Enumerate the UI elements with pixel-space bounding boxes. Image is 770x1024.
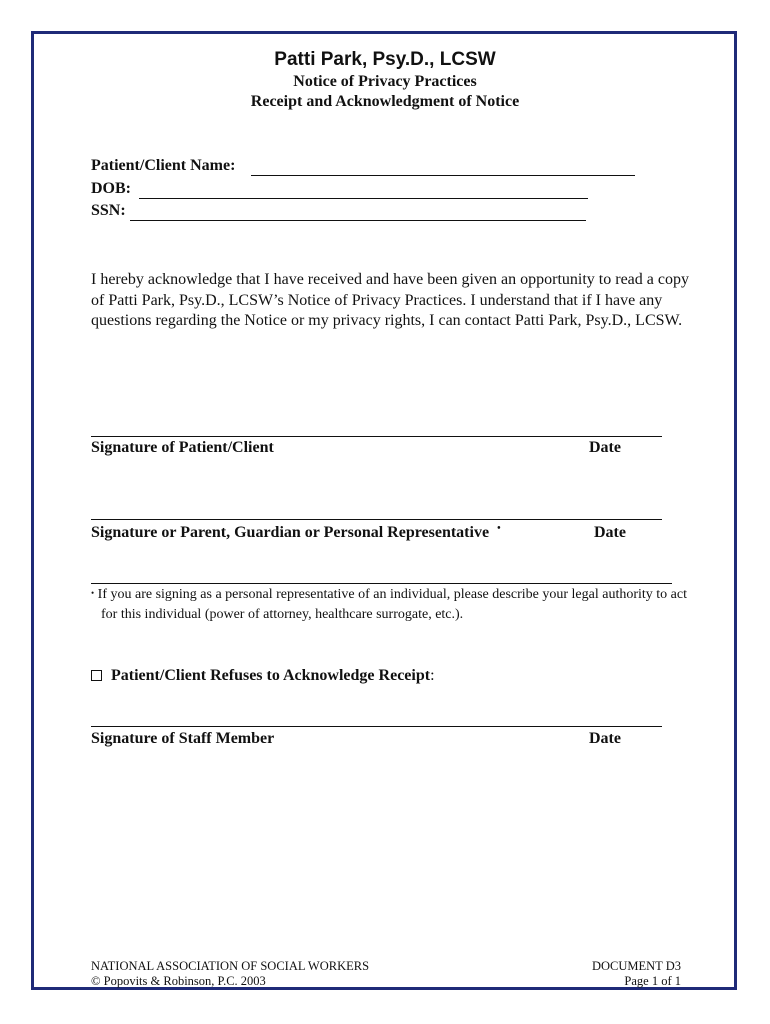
ssn-field[interactable] [91,202,126,220]
parent-date-label: Date [594,524,626,541]
patient-name-label: Patient/Client Name: [91,157,236,174]
footnote-divider [91,583,672,584]
footnote-marker: • [91,588,95,598]
dob-field[interactable] [91,180,131,198]
ssn-line [130,220,586,221]
acknowledgment-text: I hereby acknowledge that I have received and have been given an opportunity to read a copy of Patti Park, Psy.D., LCSW’s Notice of Privacy Practices. I understand that if I have any questions regarding the Notice or my privacy rights, I can contact Patti Park, Psy.D., LCSW. [91,271,689,329]
refuse-colon: : [430,667,435,684]
staff-signature-label: Signature of Staff Member [91,730,275,747]
refuse-label: Patient/Client Refuses to Acknowledge Receipt [111,667,431,684]
parent-signature-text: Signature or Parent, Guardian or Personal Representative [91,524,490,541]
parent-signature-line[interactable] [91,519,662,520]
footer-page-number: Page 1 of 1 [624,974,681,988]
dob-line [139,198,588,199]
patient-signature-label: Signature of Patient/Client [91,439,274,456]
refuse-checkbox[interactable] [91,670,102,681]
ssn-label: SSN: [91,202,126,219]
parent-footnote-marker: • [497,523,501,534]
footer-document-id: DOCUMENT D3 [591,959,681,973]
footer-right [592,959,681,989]
patient-name-line [251,175,635,176]
patient-date-label: Date [589,439,621,456]
staff-date-label: Date [589,730,621,747]
patient-name-field[interactable] [91,157,235,175]
footnote-text: If you are signing as a personal representative of an individual, please describe your legal authority to act for this individual (power of attorney, healthcare surrogate, etc.). [97,587,688,622]
document-subtitle-2: Receipt and Acknowledgment of Notice [250,93,520,110]
document-title: Patti Park, Psy.D., LCSW [274,49,496,70]
footnote [91,585,701,625]
footer-organization: NATIONAL ASSOCIATION OF SOCIAL WORKERS [91,959,370,973]
dob-label: DOB: [91,180,131,197]
document-subtitle: Notice of Privacy Practices [293,73,477,90]
footer-left [91,959,369,989]
parent-signature-label [91,524,501,542]
patient-signature-line[interactable] [91,436,662,437]
staff-signature-line[interactable] [91,726,662,727]
refuse-row [91,667,435,685]
footer-copyright: © Popovits & Robinson, P.C. 2003 [91,974,266,988]
